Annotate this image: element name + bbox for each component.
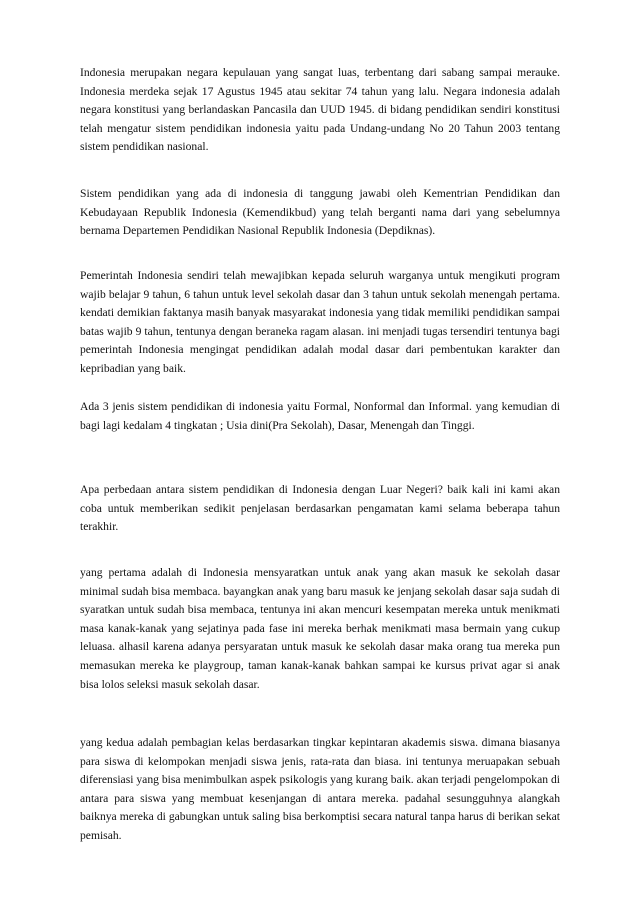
paragraph-ministry: Sistem pendidikan yang ada di indonesia di tanggung jawabi oleh Kementrian Pendidikan dan Kebudayaan Republik Indonesia (Kemendikbud) yang telah berganti nama dari yang sebelumnya bernama Departemen Pendidikan Nasional Republik Indonesia (Depdiknas). [80, 187, 560, 238]
paragraph-intro: Indonesia merupakan negara kepulauan yang sangat luas, terbentang dari sabang sampai merauke. Indonesia merdeka sejak 17 Agustus 1945 atau sekitar 74 tahun yang lalu. Negara indonesia adalah negara konstitusi yang berlandaskan Pancasila dan UUD 1945. di bidang pendidikan sendiri konstitusi telah mengatur sistem pendidikan indonesia yaitu pada Undang-undang No 20 Tahun 2003 tentang sistem pendidikan nasional. [80, 66, 560, 154]
paragraph-second-difference: yang kedua adalah pembagian kelas berdasarkan tingkar kepintaran akademis siswa. dimana biasanya para siswa di kelompokan menjadi siswa jenis, rata-rata dan biasa. ini tentunya meruapakan sebuah diferensiasi yang bisa menimbulkan aspek psikologis yang kurang baik. akan terjadi pengelompokan di antara para siswa yang membuat kesenjangan di antara mereka. padahal sesungguhnya alangkah baiknya mereka di gabungkan untuk saling bisa berkomptisi secara natural tanpa harus di berikan sekat pemisah. [80, 736, 560, 842]
paragraph-first-difference: yang pertama adalah di Indonesia mensyaratkan untuk anak yang akan masuk ke sekolah dasar minimal sudah bisa membaca. bayangkan anak yang baru masuk ke jenjang sekolah dasar saja sudah di syaratkan untuk sudah bisa membaca, tentunya ini akan mencuri kesempatan mereka untuk menikmati masa kanak-kanak yang sejatinya pada fase ini mereka berhak menikmati masa bermain yang cukup leluasa. alhasil karena adanya persyaratan untuk masuk ke sekolah dasar maka orang tua mereka pun memasukan mereka ke playgroup, taman kanak-kanak bahkan sampai ke kursus privat agar si anak bisa lolos seleksi masuk sekolah dasar. [80, 566, 560, 691]
paragraph-compulsory-education: Pemerintah Indonesia sendiri telah mewajibkan kepada seluruh warganya untuk mengikuti program wajib belajar 9 tahun, 6 tahun untuk level sekolah dasar dan 3 tahun untuk sekolah menengah pertama. kendati demikian faktanya masih banyak masyarakat indonesia yang tidak memiliki pendidikan sampai batas wajib 9 tahun, tentunya dengan beraneka ragam alasan. ini menjadi tugas tersendiri tentunya bagi pemerintah Indonesia mengingat pendidikan adalah modal dasar dari pembentukan karakter dan kepribadian yang baik. [80, 269, 560, 375]
paragraph-comparison-question: Apa perbedaan antara sistem pendidikan di Indonesia dengan Luar Negeri? baik kali ini kami akan coba untuk memberikan sedikit penjelasan berdasarkan pengamatan kami selama beberapa tahun terakhir. [80, 483, 560, 534]
paragraph-education-types: Ada 3 jenis sistem pendidikan di indonesia yaitu Formal, Nonformal dan Informal. yang kemudian di bagi lagi kedalam 4 tingkatan ; Usia dini(Pra Sekolah), Dasar, Menengah dan Tinggi. [80, 400, 560, 432]
